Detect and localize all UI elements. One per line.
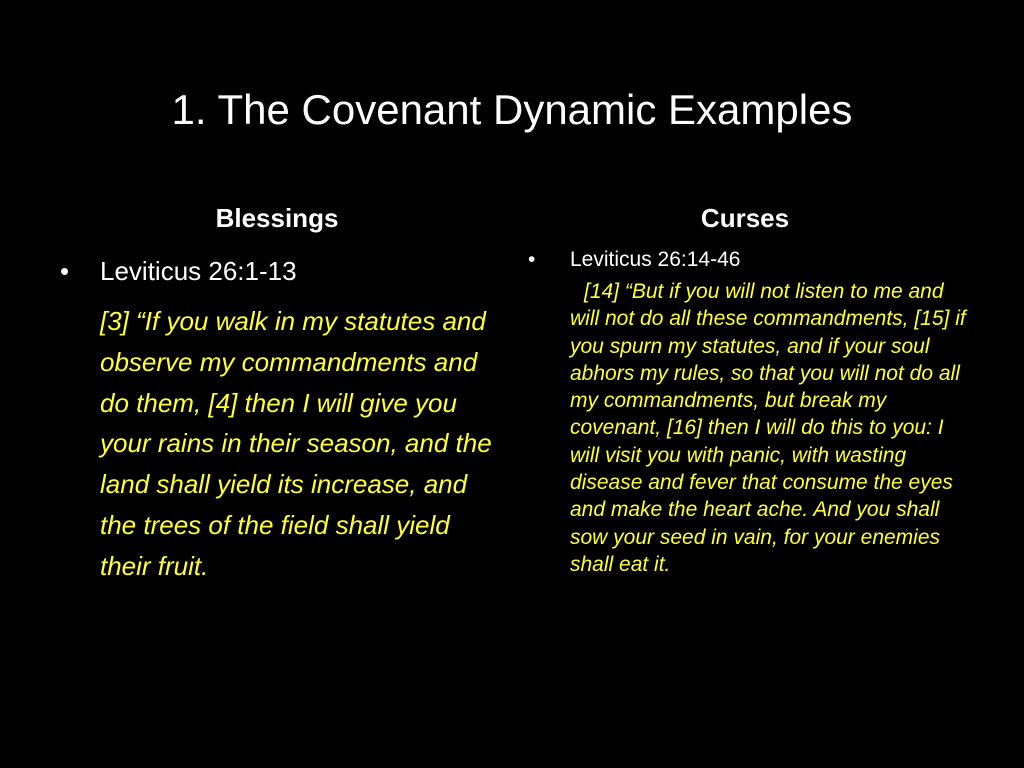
blessings-reference: Leviticus 26:1-13 <box>100 256 297 286</box>
blessings-bullet-item <box>60 253 500 289</box>
curses-bullet-item <box>528 246 968 274</box>
curses-verse: [14] “But if you will not listen to me and will not do all these commandments, [15] if you spurn my statutes, and if your soul abhors my rules, so that you will not do all my commandments, but break my covenant, [16] then I will do this to you: I will visit you with panic, with wasting disease and fever that consume the eyes and make the heart ache. And you shall sow your seed in vain, for your enemies shall eat it. <box>570 280 966 576</box>
bullet-icon: • <box>60 256 70 286</box>
blessings-header: Blessings <box>215 203 339 233</box>
bullet-icon: • <box>528 248 536 271</box>
blessings-column <box>60 253 500 587</box>
curses-header: Curses <box>700 203 790 233</box>
curses-column <box>528 246 968 578</box>
slide-title: 1. The Covenant Dynamic Examples <box>171 86 853 133</box>
blessings-verse: [3] “If you walk in my statutes and observe my commandments and do them, [4] then I will give you your rains in their season, and the land shall yield its increase, and the trees of the field shall yield their fruit. <box>100 306 492 581</box>
curses-reference: Leviticus 26:14-46 <box>570 248 741 271</box>
